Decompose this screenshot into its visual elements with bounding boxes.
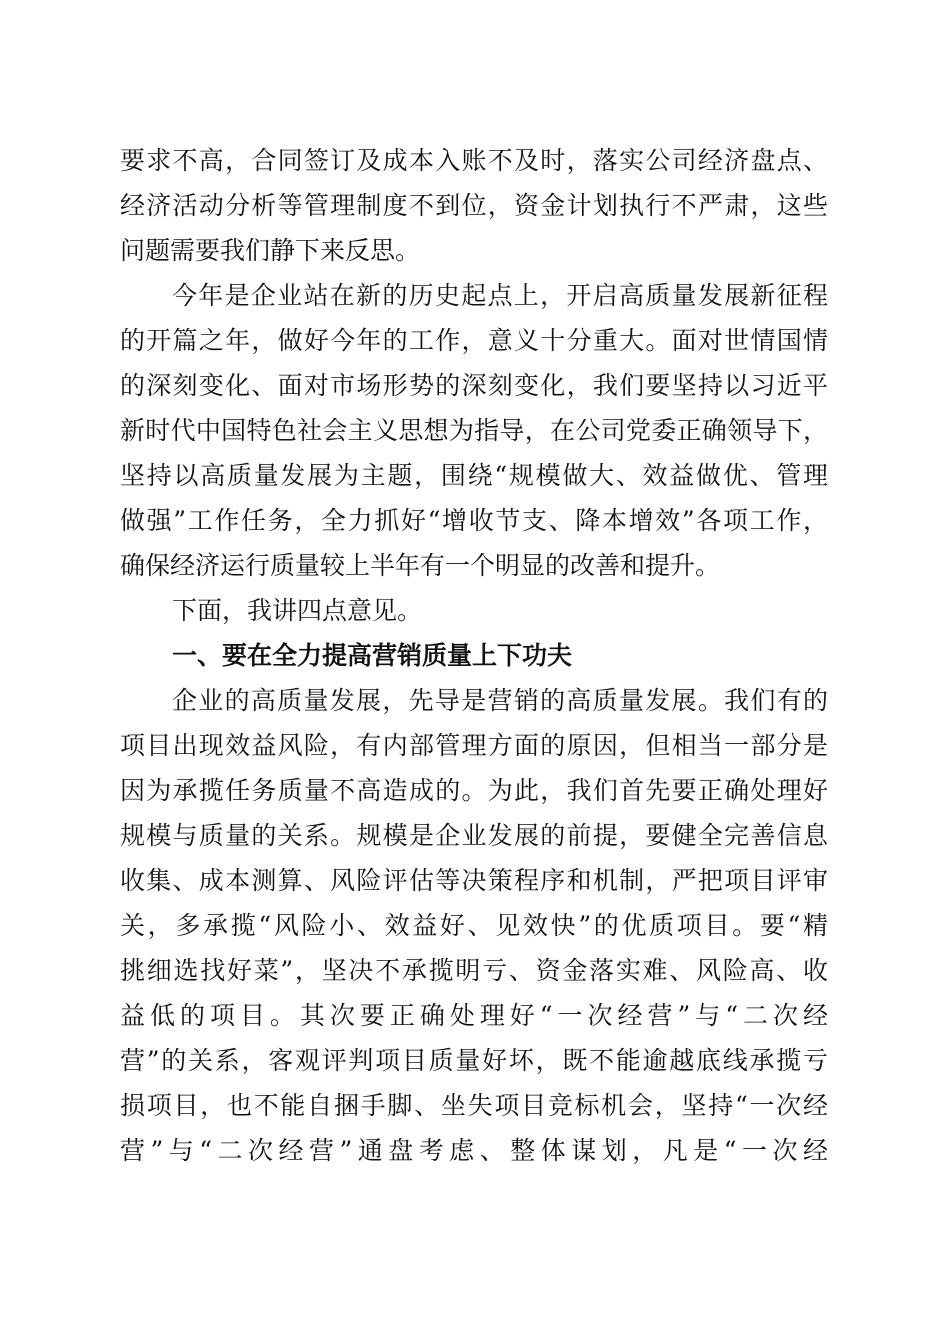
text-line: 新时代中国特色社会主义思想为指导，在公司党委正确领导下，	[120, 416, 828, 445]
text-line: 规模与质量的关系。规模是企业发展的前提，要健全完善信息	[120, 821, 828, 850]
text-line: 益低的项目。其次要正确处理好“一次经营”与“二次经	[120, 1001, 828, 1030]
text-line: 因为承揽任务质量不高造成的。为此，我们首先要正确处理好	[120, 776, 828, 805]
text-line: 损项目，也不能自捆手脚、坐失项目竞标机会，坚持“一次经	[120, 1091, 828, 1120]
text-line: 的深刻变化、面对市场形势的深刻变化，我们要坚持以习近平	[120, 371, 828, 400]
text-line: 下面，我讲四点意见。	[172, 596, 423, 625]
document-page	[120, 138, 828, 1173]
text-line: 今年是企业站在新的历史起点上，开启高质量发展新征程	[172, 281, 828, 310]
text-line: 做强”工作任务，全力抓好“增收节支、降本增效”各项工作，	[120, 506, 828, 535]
text-line: 要求不高，合同签订及成本入账不及时，落实公司经济盘点、	[120, 146, 828, 175]
text-line: 问题需要我们静下来反思。	[120, 236, 421, 265]
text-line: 确保经济运行质量较上半年有一个明显的改善和提升。	[120, 551, 721, 580]
text-line: 关，多承揽“风险小、效益好、见效快”的优质项目。要“精	[120, 911, 828, 940]
text-line: 收集、成本测算、风险评估等决策程序和机制，严把项目评审	[120, 866, 828, 895]
text-line: 的开篇之年，做好今年的工作，意义十分重大。面对世情国情	[120, 326, 828, 355]
text-line: 挑细选找好菜”，坚决不承揽明亏、资金落实难、风险高、收	[120, 956, 828, 985]
text-line: 企业的高质量发展，先导是营销的高质量发展。我们有的	[172, 686, 828, 715]
text-line: 坚持以高质量发展为主题，围绕“规模做大、效益做优、管理	[120, 461, 828, 490]
section-heading: 一、要在全力提高营销质量上下功夫	[172, 641, 573, 670]
text-line: 经济活动分析等管理制度不到位，资金计划执行不严肃，这些	[120, 191, 828, 220]
text-line: 营”与“二次经营”通盘考虑、整体谋划，凡是“一次经	[120, 1136, 828, 1165]
text-line: 营”的关系，客观评判项目质量好坏，既不能逾越底线承揽亏	[120, 1046, 828, 1075]
text-line: 项目出现效益风险，有内部管理方面的原因，但相当一部分是	[120, 731, 828, 760]
